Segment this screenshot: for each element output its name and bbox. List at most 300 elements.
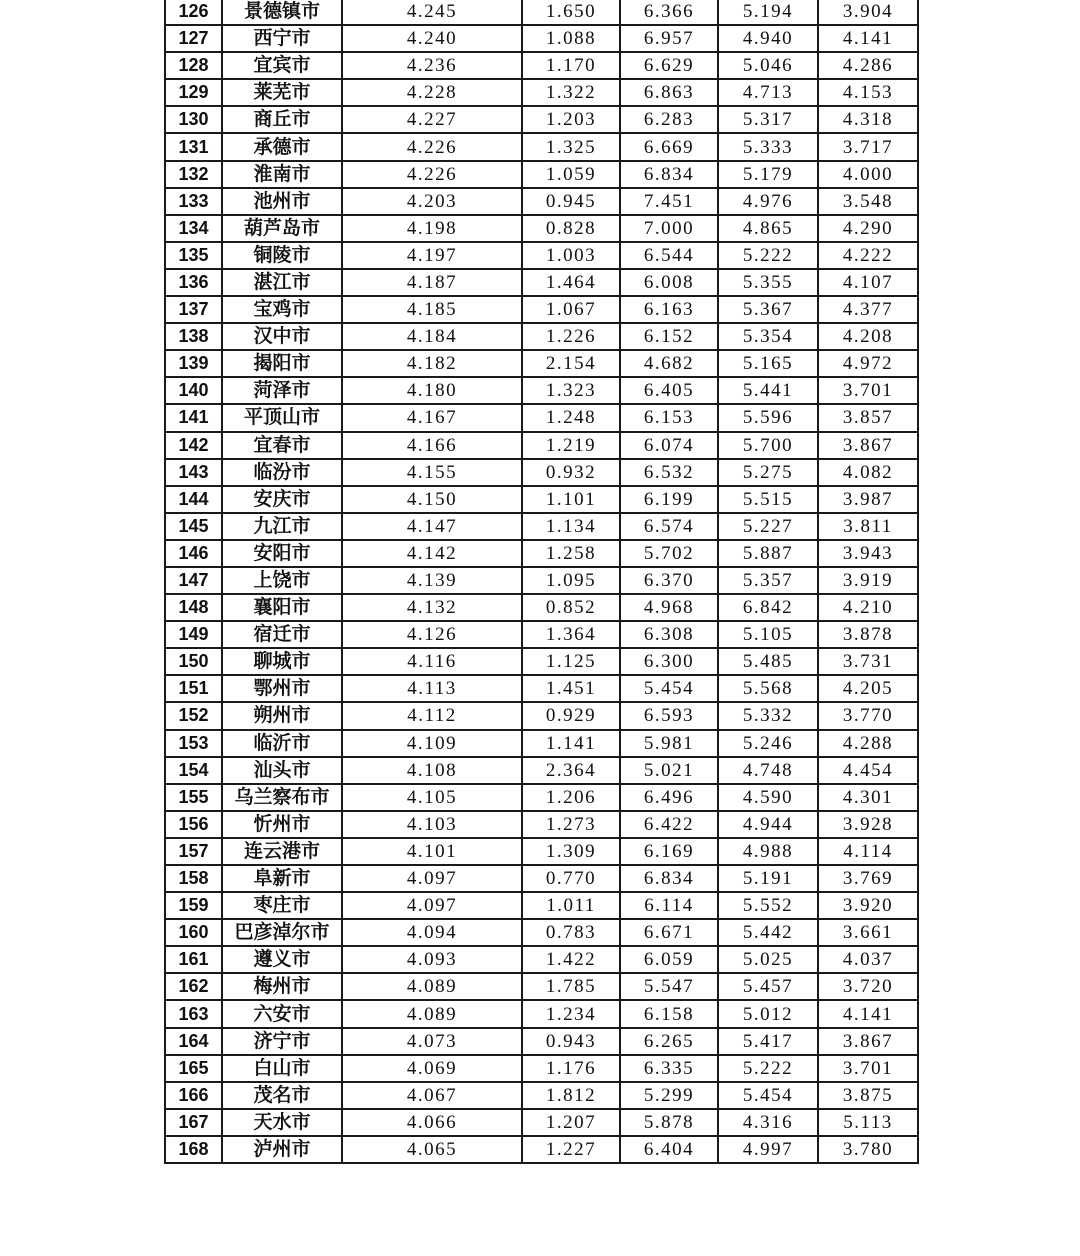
indicator-4-cell: 4.288: [818, 730, 918, 757]
indicator-2-cell: 6.544: [620, 242, 718, 269]
table-row: [165, 188, 918, 215]
indicator-1-cell: 1.125: [522, 648, 620, 675]
indicator-3-cell: 5.354: [718, 323, 818, 350]
city-cell: 池州市: [222, 188, 342, 215]
rank-cell: 154: [165, 757, 222, 784]
table-row: [165, 133, 918, 160]
indicator-3-cell: 5.441: [718, 377, 818, 404]
indicator-4-cell: 3.720: [818, 973, 918, 1000]
indicator-2-cell: 5.021: [620, 757, 718, 784]
rank-cell: 133: [165, 188, 222, 215]
indicator-2-cell: 6.834: [620, 161, 718, 188]
indicator-2-cell: 6.265: [620, 1028, 718, 1055]
city-cell: 景德镇市: [222, 0, 342, 25]
indicator-1-cell: 0.783: [522, 919, 620, 946]
rank-cell: 132: [165, 161, 222, 188]
indicator-1-cell: 1.309: [522, 838, 620, 865]
indicator-4-cell: 4.286: [818, 52, 918, 79]
rank-cell: 129: [165, 79, 222, 106]
indicator-3-cell: 5.194: [718, 0, 818, 25]
score-cell: 4.103: [342, 811, 522, 838]
indicator-3-cell: 5.275: [718, 459, 818, 486]
rank-cell: 160: [165, 919, 222, 946]
indicator-4-cell: 5.113: [818, 1109, 918, 1136]
city-cell: 安庆市: [222, 486, 342, 513]
indicator-4-cell: 4.114: [818, 838, 918, 865]
indicator-2-cell: 6.283: [620, 106, 718, 133]
indicator-3-cell: 5.454: [718, 1082, 818, 1109]
indicator-1-cell: 1.322: [522, 79, 620, 106]
rank-cell: 163: [165, 1000, 222, 1027]
score-cell: 4.147: [342, 513, 522, 540]
score-cell: 4.116: [342, 648, 522, 675]
indicator-2-cell: 6.671: [620, 919, 718, 946]
rank-cell: 164: [165, 1028, 222, 1055]
table-row: [165, 269, 918, 296]
table-row: [165, 1109, 918, 1136]
indicator-3-cell: 4.976: [718, 188, 818, 215]
city-cell: 聊城市: [222, 648, 342, 675]
table-row: [165, 513, 918, 540]
city-cell: 茂名市: [222, 1082, 342, 1109]
score-cell: 4.197: [342, 242, 522, 269]
indicator-2-cell: 6.404: [620, 1136, 718, 1163]
rank-cell: 138: [165, 323, 222, 350]
city-cell: 济宁市: [222, 1028, 342, 1055]
rank-cell: 167: [165, 1109, 222, 1136]
rank-cell: 144: [165, 486, 222, 513]
indicator-4-cell: 4.141: [818, 1000, 918, 1027]
indicator-1-cell: 0.943: [522, 1028, 620, 1055]
indicator-3-cell: 5.332: [718, 702, 818, 729]
indicator-3-cell: 5.355: [718, 269, 818, 296]
indicator-3-cell: 5.179: [718, 161, 818, 188]
indicator-4-cell: 4.318: [818, 106, 918, 133]
indicator-2-cell: 6.863: [620, 79, 718, 106]
city-cell: 枣庄市: [222, 892, 342, 919]
indicator-3-cell: 5.596: [718, 404, 818, 431]
score-cell: 4.126: [342, 621, 522, 648]
indicator-3-cell: 5.457: [718, 973, 818, 1000]
score-cell: 4.187: [342, 269, 522, 296]
table-row: [165, 1055, 918, 1082]
rank-cell: 137: [165, 296, 222, 323]
table-row: [165, 973, 918, 1000]
indicator-2-cell: 6.366: [620, 0, 718, 25]
indicator-3-cell: 5.105: [718, 621, 818, 648]
indicator-1-cell: 1.219: [522, 432, 620, 459]
indicator-1-cell: 2.154: [522, 350, 620, 377]
table-row: [165, 1028, 918, 1055]
score-cell: 4.101: [342, 838, 522, 865]
indicator-3-cell: 5.357: [718, 567, 818, 594]
indicator-1-cell: 1.464: [522, 269, 620, 296]
rank-cell: 136: [165, 269, 222, 296]
rank-cell: 127: [165, 25, 222, 52]
indicator-3-cell: 5.552: [718, 892, 818, 919]
rank-cell: 142: [165, 432, 222, 459]
table-row: [165, 675, 918, 702]
indicator-2-cell: 5.981: [620, 730, 718, 757]
indicator-4-cell: 3.717: [818, 133, 918, 160]
rank-cell: 143: [165, 459, 222, 486]
indicator-2-cell: 6.300: [620, 648, 718, 675]
city-cell: 宜宾市: [222, 52, 342, 79]
indicator-2-cell: 6.199: [620, 486, 718, 513]
indicator-4-cell: 4.107: [818, 269, 918, 296]
indicator-1-cell: 1.011: [522, 892, 620, 919]
score-cell: 4.155: [342, 459, 522, 486]
indicator-4-cell: 3.701: [818, 1055, 918, 1082]
indicator-3-cell: 5.568: [718, 675, 818, 702]
indicator-4-cell: 4.141: [818, 25, 918, 52]
score-cell: 4.089: [342, 973, 522, 1000]
indicator-2-cell: 6.422: [620, 811, 718, 838]
indicator-3-cell: 5.025: [718, 946, 818, 973]
indicator-2-cell: 7.000: [620, 215, 718, 242]
indicator-4-cell: 4.082: [818, 459, 918, 486]
city-cell: 朔州市: [222, 702, 342, 729]
indicator-2-cell: 4.682: [620, 350, 718, 377]
city-cell: 葫芦岛市: [222, 215, 342, 242]
table-row: [165, 323, 918, 350]
score-cell: 4.073: [342, 1028, 522, 1055]
score-cell: 4.184: [342, 323, 522, 350]
city-cell: 平顶山市: [222, 404, 342, 431]
city-cell: 西宁市: [222, 25, 342, 52]
rank-cell: 166: [165, 1082, 222, 1109]
rank-cell: 156: [165, 811, 222, 838]
score-cell: 4.228: [342, 79, 522, 106]
indicator-2-cell: 7.451: [620, 188, 718, 215]
indicator-2-cell: 6.308: [620, 621, 718, 648]
indicator-4-cell: 3.920: [818, 892, 918, 919]
score-cell: 4.105: [342, 784, 522, 811]
table-row: [165, 0, 918, 25]
table-row: [165, 594, 918, 621]
indicator-3-cell: 4.944: [718, 811, 818, 838]
indicator-4-cell: 3.867: [818, 1028, 918, 1055]
indicator-4-cell: 3.919: [818, 567, 918, 594]
score-cell: 4.109: [342, 730, 522, 757]
table-row: [165, 730, 918, 757]
city-cell: 上饶市: [222, 567, 342, 594]
city-cell: 宝鸡市: [222, 296, 342, 323]
score-cell: 4.150: [342, 486, 522, 513]
table-row: [165, 702, 918, 729]
indicator-4-cell: 4.208: [818, 323, 918, 350]
indicator-2-cell: 5.878: [620, 1109, 718, 1136]
indicator-1-cell: 1.207: [522, 1109, 620, 1136]
indicator-1-cell: 1.141: [522, 730, 620, 757]
city-cell: 揭阳市: [222, 350, 342, 377]
score-cell: 4.139: [342, 567, 522, 594]
indicator-2-cell: 6.405: [620, 377, 718, 404]
table-row: [165, 432, 918, 459]
city-cell: 遵义市: [222, 946, 342, 973]
indicator-2-cell: 6.669: [620, 133, 718, 160]
indicator-1-cell: 2.364: [522, 757, 620, 784]
rank-cell: 158: [165, 865, 222, 892]
indicator-2-cell: 6.496: [620, 784, 718, 811]
indicator-3-cell: 5.367: [718, 296, 818, 323]
indicator-2-cell: 5.547: [620, 973, 718, 1000]
city-cell: 梅州市: [222, 973, 342, 1000]
table-row: [165, 486, 918, 513]
indicator-3-cell: 5.485: [718, 648, 818, 675]
indicator-1-cell: 1.170: [522, 52, 620, 79]
indicator-4-cell: 3.987: [818, 486, 918, 513]
indicator-3-cell: 5.222: [718, 1055, 818, 1082]
indicator-4-cell: 4.290: [818, 215, 918, 242]
table-row: [165, 25, 918, 52]
city-cell: 鄂州市: [222, 675, 342, 702]
score-cell: 4.198: [342, 215, 522, 242]
table-row: [165, 811, 918, 838]
indicator-3-cell: 5.515: [718, 486, 818, 513]
indicator-3-cell: 5.317: [718, 106, 818, 133]
city-cell: 忻州市: [222, 811, 342, 838]
table-body: [165, 0, 918, 1163]
score-cell: 4.227: [342, 106, 522, 133]
indicator-3-cell: 5.442: [718, 919, 818, 946]
indicator-2-cell: 6.059: [620, 946, 718, 973]
city-cell: 莱芜市: [222, 79, 342, 106]
indicator-4-cell: 3.780: [818, 1136, 918, 1163]
indicator-1-cell: 1.101: [522, 486, 620, 513]
indicator-4-cell: 3.731: [818, 648, 918, 675]
indicator-1-cell: 1.451: [522, 675, 620, 702]
rank-cell: 148: [165, 594, 222, 621]
score-cell: 4.132: [342, 594, 522, 621]
table-row: [165, 79, 918, 106]
score-cell: 4.108: [342, 757, 522, 784]
indicator-3-cell: 5.333: [718, 133, 818, 160]
city-cell: 白山市: [222, 1055, 342, 1082]
indicator-1-cell: 1.206: [522, 784, 620, 811]
indicator-4-cell: 3.867: [818, 432, 918, 459]
score-cell: 4.094: [342, 919, 522, 946]
indicator-3-cell: 5.222: [718, 242, 818, 269]
city-cell: 安阳市: [222, 540, 342, 567]
indicator-4-cell: 3.811: [818, 513, 918, 540]
indicator-4-cell: 4.000: [818, 161, 918, 188]
indicator-3-cell: 4.713: [718, 79, 818, 106]
indicator-1-cell: 1.059: [522, 161, 620, 188]
table-row: [165, 946, 918, 973]
indicator-2-cell: 6.163: [620, 296, 718, 323]
score-cell: 4.093: [342, 946, 522, 973]
city-cell: 连云港市: [222, 838, 342, 865]
indicator-2-cell: 6.114: [620, 892, 718, 919]
rank-cell: 161: [165, 946, 222, 973]
indicator-2-cell: 6.834: [620, 865, 718, 892]
score-cell: 4.182: [342, 350, 522, 377]
score-cell: 4.166: [342, 432, 522, 459]
city-cell: 菏泽市: [222, 377, 342, 404]
indicator-2-cell: 6.629: [620, 52, 718, 79]
table-row: [165, 784, 918, 811]
score-cell: 4.203: [342, 188, 522, 215]
rank-cell: 130: [165, 106, 222, 133]
indicator-3-cell: 4.316: [718, 1109, 818, 1136]
rank-cell: 149: [165, 621, 222, 648]
indicator-1-cell: 1.248: [522, 404, 620, 431]
score-cell: 4.097: [342, 892, 522, 919]
city-cell: 铜陵市: [222, 242, 342, 269]
indicator-1-cell: 1.785: [522, 973, 620, 1000]
city-cell: 汉中市: [222, 323, 342, 350]
indicator-1-cell: 0.929: [522, 702, 620, 729]
city-cell: 商丘市: [222, 106, 342, 133]
indicator-4-cell: 4.037: [818, 946, 918, 973]
score-cell: 4.067: [342, 1082, 522, 1109]
indicator-1-cell: 1.812: [522, 1082, 620, 1109]
city-cell: 阜新市: [222, 865, 342, 892]
rank-cell: 131: [165, 133, 222, 160]
indicator-1-cell: 1.323: [522, 377, 620, 404]
rank-cell: 134: [165, 215, 222, 242]
indicator-3-cell: 5.227: [718, 513, 818, 540]
city-cell: 临汾市: [222, 459, 342, 486]
rank-cell: 159: [165, 892, 222, 919]
indicator-1-cell: 1.088: [522, 25, 620, 52]
indicator-2-cell: 5.454: [620, 675, 718, 702]
indicator-3-cell: 5.012: [718, 1000, 818, 1027]
indicator-3-cell: 4.748: [718, 757, 818, 784]
indicator-1-cell: 0.770: [522, 865, 620, 892]
table-row: [165, 106, 918, 133]
indicator-2-cell: 6.957: [620, 25, 718, 52]
city-cell: 天水市: [222, 1109, 342, 1136]
indicator-1-cell: 1.067: [522, 296, 620, 323]
indicator-1-cell: 1.003: [522, 242, 620, 269]
score-cell: 4.240: [342, 25, 522, 52]
indicator-1-cell: 1.234: [522, 1000, 620, 1027]
city-cell: 承德市: [222, 133, 342, 160]
rank-cell: 153: [165, 730, 222, 757]
indicator-1-cell: 1.176: [522, 1055, 620, 1082]
table-row: [165, 161, 918, 188]
score-cell: 4.097: [342, 865, 522, 892]
city-cell: 襄阳市: [222, 594, 342, 621]
score-cell: 4.112: [342, 702, 522, 729]
indicator-1-cell: 1.134: [522, 513, 620, 540]
indicator-4-cell: 4.222: [818, 242, 918, 269]
rank-cell: 150: [165, 648, 222, 675]
indicator-2-cell: 6.153: [620, 404, 718, 431]
score-cell: 4.113: [342, 675, 522, 702]
score-cell: 4.089: [342, 1000, 522, 1027]
rank-cell: 168: [165, 1136, 222, 1163]
indicator-4-cell: 4.210: [818, 594, 918, 621]
indicator-1-cell: 1.227: [522, 1136, 620, 1163]
table-row: [165, 865, 918, 892]
rank-cell: 135: [165, 242, 222, 269]
indicator-4-cell: 3.769: [818, 865, 918, 892]
score-cell: 4.245: [342, 0, 522, 25]
indicator-4-cell: 4.301: [818, 784, 918, 811]
indicator-3-cell: 5.417: [718, 1028, 818, 1055]
indicator-2-cell: 6.152: [620, 323, 718, 350]
table-row: [165, 621, 918, 648]
indicator-4-cell: 3.943: [818, 540, 918, 567]
table-row: [165, 648, 918, 675]
indicator-1-cell: 1.258: [522, 540, 620, 567]
indicator-2-cell: 6.370: [620, 567, 718, 594]
table-row: [165, 242, 918, 269]
indicator-1-cell: 1.273: [522, 811, 620, 838]
table-row: [165, 52, 918, 79]
indicator-4-cell: 3.875: [818, 1082, 918, 1109]
score-cell: 4.226: [342, 161, 522, 188]
rank-cell: 126: [165, 0, 222, 25]
indicator-2-cell: 6.169: [620, 838, 718, 865]
score-cell: 4.142: [342, 540, 522, 567]
indicator-4-cell: 3.701: [818, 377, 918, 404]
indicator-4-cell: 4.454: [818, 757, 918, 784]
score-cell: 4.236: [342, 52, 522, 79]
indicator-2-cell: 6.574: [620, 513, 718, 540]
rank-cell: 157: [165, 838, 222, 865]
indicator-4-cell: 3.548: [818, 188, 918, 215]
indicator-3-cell: 4.940: [718, 25, 818, 52]
indicator-2-cell: 5.702: [620, 540, 718, 567]
rank-cell: 128: [165, 52, 222, 79]
rank-cell: 141: [165, 404, 222, 431]
city-cell: 湛江市: [222, 269, 342, 296]
score-cell: 4.167: [342, 404, 522, 431]
score-cell: 4.069: [342, 1055, 522, 1082]
table-row: [165, 919, 918, 946]
indicator-4-cell: 3.857: [818, 404, 918, 431]
score-cell: 4.180: [342, 377, 522, 404]
city-cell: 宿迁市: [222, 621, 342, 648]
indicator-4-cell: 4.972: [818, 350, 918, 377]
indicator-3-cell: 5.246: [718, 730, 818, 757]
indicator-1-cell: 1.226: [522, 323, 620, 350]
indicator-4-cell: 3.904: [818, 0, 918, 25]
indicator-4-cell: 3.770: [818, 702, 918, 729]
city-cell: 六安市: [222, 1000, 342, 1027]
indicator-1-cell: 1.095: [522, 567, 620, 594]
table-row: [165, 567, 918, 594]
indicator-3-cell: 5.700: [718, 432, 818, 459]
indicator-3-cell: 5.191: [718, 865, 818, 892]
city-cell: 巴彦淖尔市: [222, 919, 342, 946]
indicator-1-cell: 1.364: [522, 621, 620, 648]
indicator-3-cell: 4.988: [718, 838, 818, 865]
table-row: [165, 296, 918, 323]
city-cell: 汕头市: [222, 757, 342, 784]
rank-cell: 162: [165, 973, 222, 1000]
rank-cell: 155: [165, 784, 222, 811]
indicator-1-cell: 0.852: [522, 594, 620, 621]
indicator-3-cell: 6.842: [718, 594, 818, 621]
indicator-2-cell: 6.593: [620, 702, 718, 729]
indicator-3-cell: 5.887: [718, 540, 818, 567]
indicator-3-cell: 5.046: [718, 52, 818, 79]
indicator-1-cell: 0.945: [522, 188, 620, 215]
city-cell: 九江市: [222, 513, 342, 540]
table-row: [165, 1000, 918, 1027]
table-row: [165, 459, 918, 486]
city-cell: 泸州市: [222, 1136, 342, 1163]
rank-cell: 151: [165, 675, 222, 702]
city-cell: 淮南市: [222, 161, 342, 188]
indicator-2-cell: 5.299: [620, 1082, 718, 1109]
score-cell: 4.185: [342, 296, 522, 323]
